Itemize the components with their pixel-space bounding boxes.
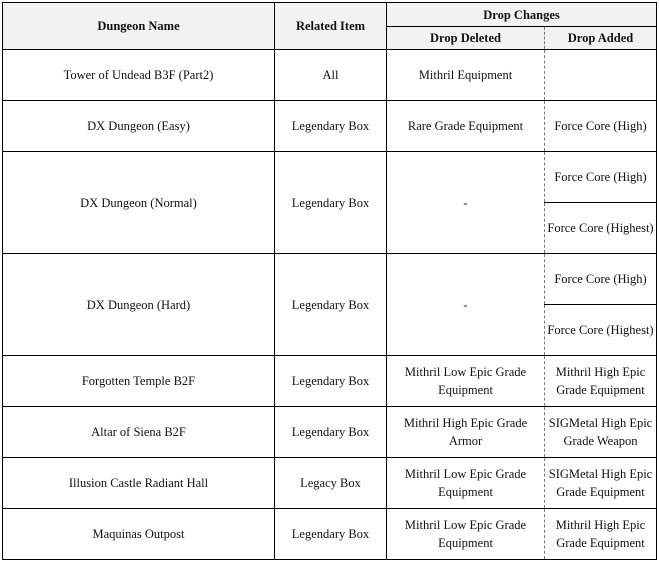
- drop-deleted-cell: -: [387, 152, 545, 254]
- drop-added-cell: SIGMetal High Epic Grade Equipment: [545, 458, 657, 509]
- header-drop-deleted: Drop Deleted: [387, 27, 545, 50]
- dungeon-name-cell: DX Dungeon (Normal): [3, 152, 275, 254]
- drop-added-cell: SIGMetal High Epic Grade Weapon: [545, 407, 657, 458]
- drop-added-cell: Force Core (High): [545, 101, 657, 152]
- header-dungeon-name: Dungeon Name: [3, 3, 275, 50]
- header-related-item: Related Item: [275, 3, 387, 50]
- drop-deleted-cell: Mithril Equipment: [387, 50, 545, 101]
- drop-deleted-cell: -: [387, 254, 545, 356]
- dungeon-name-cell: Forgotten Temple B2F: [3, 356, 275, 407]
- drop-deleted-cell: Mithril Low Epic Grade Equipment: [387, 458, 545, 509]
- related-item-cell: All: [275, 50, 387, 101]
- drop-changes-table-container: [2, 2, 657, 560]
- drop-changes-table: [2, 2, 657, 560]
- drop-deleted-cell: Rare Grade Equipment: [387, 101, 545, 152]
- table-row: [3, 152, 657, 203]
- drop-added-cell: Force Core (Highest): [545, 305, 657, 356]
- drop-added-cell: Force Core (High): [545, 254, 657, 305]
- table-row: [3, 101, 657, 152]
- table-row: [3, 254, 657, 305]
- header-drop-added: Drop Added: [545, 27, 657, 50]
- related-item-cell: Legendary Box: [275, 509, 387, 560]
- dungeon-name-cell: Tower of Undead B3F (Part2): [3, 50, 275, 101]
- related-item-cell: Legendary Box: [275, 152, 387, 254]
- header-drop-changes: Drop Changes: [387, 3, 657, 27]
- table-row: [3, 407, 657, 458]
- table-row: [3, 50, 657, 101]
- drop-deleted-cell: Mithril Low Epic Grade Equipment: [387, 356, 545, 407]
- table-row: [3, 356, 657, 407]
- dungeon-name-cell: DX Dungeon (Hard): [3, 254, 275, 356]
- related-item-cell: Legendary Box: [275, 254, 387, 356]
- drop-added-cell: [545, 50, 657, 101]
- related-item-cell: Legendary Box: [275, 101, 387, 152]
- dungeon-name-cell: DX Dungeon (Easy): [3, 101, 275, 152]
- dungeon-name-cell: Maquinas Outpost: [3, 509, 275, 560]
- dungeon-name-cell: Altar of Siena B2F: [3, 407, 275, 458]
- drop-deleted-cell: Mithril High Epic Grade Armor: [387, 407, 545, 458]
- drop-added-cell: Mithril High Epic Grade Equipment: [545, 509, 657, 560]
- drop-added-cell: Force Core (High): [545, 152, 657, 203]
- table-row: [3, 458, 657, 509]
- drop-deleted-cell: Mithril Low Epic Grade Equipment: [387, 509, 545, 560]
- drop-added-cell: Mithril High Epic Grade Equipment: [545, 356, 657, 407]
- dungeon-name-cell: Illusion Castle Radiant Hall: [3, 458, 275, 509]
- related-item-cell: Legendary Box: [275, 356, 387, 407]
- related-item-cell: Legendary Box: [275, 407, 387, 458]
- drop-added-cell: Force Core (Highest): [545, 203, 657, 254]
- related-item-cell: Legacy Box: [275, 458, 387, 509]
- table-row: [3, 509, 657, 560]
